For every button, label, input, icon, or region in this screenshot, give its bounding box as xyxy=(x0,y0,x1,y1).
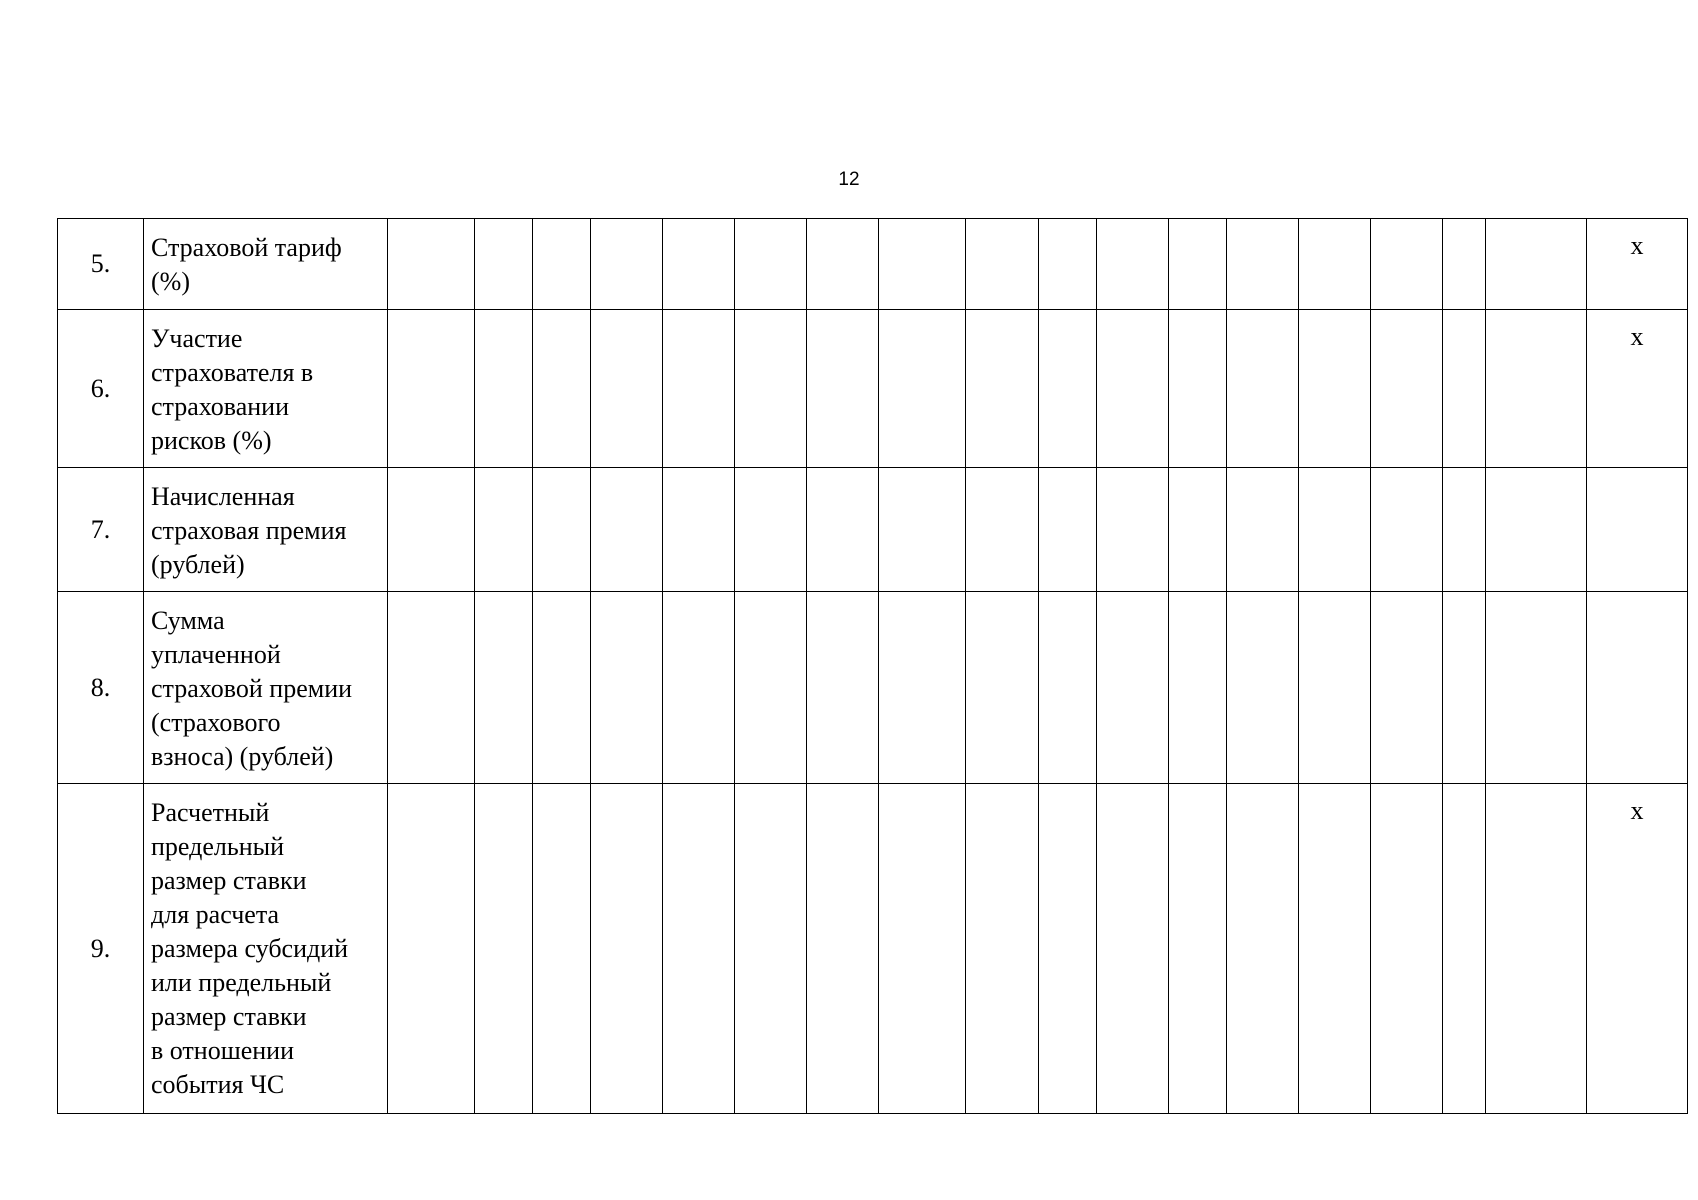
empty-cell xyxy=(1097,592,1169,784)
empty-cell xyxy=(1169,592,1227,784)
empty-cell xyxy=(879,592,966,784)
row-number: 9. xyxy=(58,784,144,1114)
empty-cell xyxy=(966,468,1039,592)
row-label: Расчетный предельный размер ставки для расчета размера субсидий или предельный размер ставки в отношении события ЧС xyxy=(151,798,349,1099)
empty-cell xyxy=(1227,310,1299,468)
empty-cell xyxy=(591,592,663,784)
row-label-cell xyxy=(144,784,388,1114)
empty-cell xyxy=(1039,219,1097,310)
row-label-cell xyxy=(144,310,388,468)
empty-cell xyxy=(388,468,475,592)
last-column-mark: x xyxy=(1587,219,1688,310)
empty-cell xyxy=(879,219,966,310)
empty-cell xyxy=(1169,219,1227,310)
empty-cell xyxy=(1443,219,1486,310)
last-column-mark xyxy=(1587,468,1688,592)
empty-cell xyxy=(966,310,1039,468)
empty-cell xyxy=(735,468,807,592)
row-label-cell xyxy=(144,219,388,310)
table-row xyxy=(58,592,1688,784)
row-number: 5. xyxy=(58,219,144,310)
empty-cell xyxy=(1227,592,1299,784)
empty-cell xyxy=(1227,468,1299,592)
insurance-table xyxy=(57,218,1688,1114)
empty-cell xyxy=(1097,219,1169,310)
row-number: 8. xyxy=(58,592,144,784)
empty-cell xyxy=(735,784,807,1114)
empty-cell xyxy=(1486,219,1587,310)
empty-cell xyxy=(591,219,663,310)
row-number: 7. xyxy=(58,468,144,592)
empty-cell xyxy=(1097,784,1169,1114)
empty-cell xyxy=(1486,784,1587,1114)
empty-cell xyxy=(807,784,879,1114)
row-label: Участие страхователя в страховании рисков (%) xyxy=(151,324,314,455)
empty-cell xyxy=(807,219,879,310)
empty-cell xyxy=(1443,592,1486,784)
empty-cell xyxy=(663,219,735,310)
table-row xyxy=(58,310,1688,468)
empty-cell xyxy=(1371,784,1443,1114)
empty-cell xyxy=(807,468,879,592)
empty-cell xyxy=(1097,310,1169,468)
empty-cell xyxy=(388,219,475,310)
row-label: Страховой тариф (%) xyxy=(151,233,342,296)
empty-cell xyxy=(807,310,879,468)
empty-cell xyxy=(1299,592,1371,784)
table-row xyxy=(58,784,1688,1114)
row-number: 6. xyxy=(58,310,144,468)
row-label-cell xyxy=(144,468,388,592)
empty-cell xyxy=(966,219,1039,310)
empty-cell xyxy=(388,310,475,468)
empty-cell xyxy=(1039,592,1097,784)
empty-cell xyxy=(475,310,533,468)
empty-cell xyxy=(1169,784,1227,1114)
empty-cell xyxy=(388,784,475,1114)
empty-cell xyxy=(807,592,879,784)
empty-cell xyxy=(1227,219,1299,310)
empty-cell xyxy=(663,784,735,1114)
empty-cell xyxy=(735,219,807,310)
empty-cell xyxy=(1299,219,1371,310)
empty-cell xyxy=(1443,310,1486,468)
table-row xyxy=(58,468,1688,592)
empty-cell xyxy=(1443,468,1486,592)
empty-cell xyxy=(1039,468,1097,592)
empty-cell xyxy=(533,592,591,784)
empty-cell xyxy=(879,784,966,1114)
empty-cell xyxy=(1299,310,1371,468)
empty-cell xyxy=(879,310,966,468)
empty-cell xyxy=(1097,468,1169,592)
empty-cell xyxy=(663,592,735,784)
last-column-mark xyxy=(1587,592,1688,784)
empty-cell xyxy=(591,468,663,592)
empty-cell xyxy=(1227,784,1299,1114)
table-row xyxy=(58,219,1688,310)
empty-cell xyxy=(1299,468,1371,592)
empty-cell xyxy=(388,592,475,784)
empty-cell xyxy=(966,784,1039,1114)
empty-cell xyxy=(735,310,807,468)
row-label: Сумма уплаченной страховой премии (страхового взноса) (рублей) xyxy=(151,606,353,771)
empty-cell xyxy=(533,468,591,592)
empty-cell xyxy=(475,592,533,784)
empty-cell xyxy=(533,784,591,1114)
row-label: Начисленная страховая премия (рублей) xyxy=(151,482,347,579)
empty-cell xyxy=(1371,592,1443,784)
empty-cell xyxy=(1371,219,1443,310)
empty-cell xyxy=(663,468,735,592)
empty-cell xyxy=(1299,784,1371,1114)
last-column-mark: x xyxy=(1587,310,1688,468)
empty-cell xyxy=(1371,310,1443,468)
row-label-cell xyxy=(144,592,388,784)
empty-cell xyxy=(879,468,966,592)
empty-cell xyxy=(591,310,663,468)
empty-cell xyxy=(966,592,1039,784)
empty-cell xyxy=(1371,468,1443,592)
empty-cell xyxy=(533,219,591,310)
last-column-mark: x xyxy=(1587,784,1688,1114)
empty-cell xyxy=(475,468,533,592)
empty-cell xyxy=(1443,784,1486,1114)
page-number: 12 xyxy=(838,169,860,190)
empty-cell xyxy=(591,784,663,1114)
empty-cell xyxy=(533,310,591,468)
empty-cell xyxy=(475,219,533,310)
empty-cell xyxy=(1169,468,1227,592)
empty-cell xyxy=(1486,468,1587,592)
empty-cell xyxy=(735,592,807,784)
empty-cell xyxy=(663,310,735,468)
empty-cell xyxy=(1169,310,1227,468)
empty-cell xyxy=(1486,310,1587,468)
empty-cell xyxy=(1039,310,1097,468)
empty-cell xyxy=(1486,592,1587,784)
empty-cell xyxy=(1039,784,1097,1114)
empty-cell xyxy=(475,784,533,1114)
